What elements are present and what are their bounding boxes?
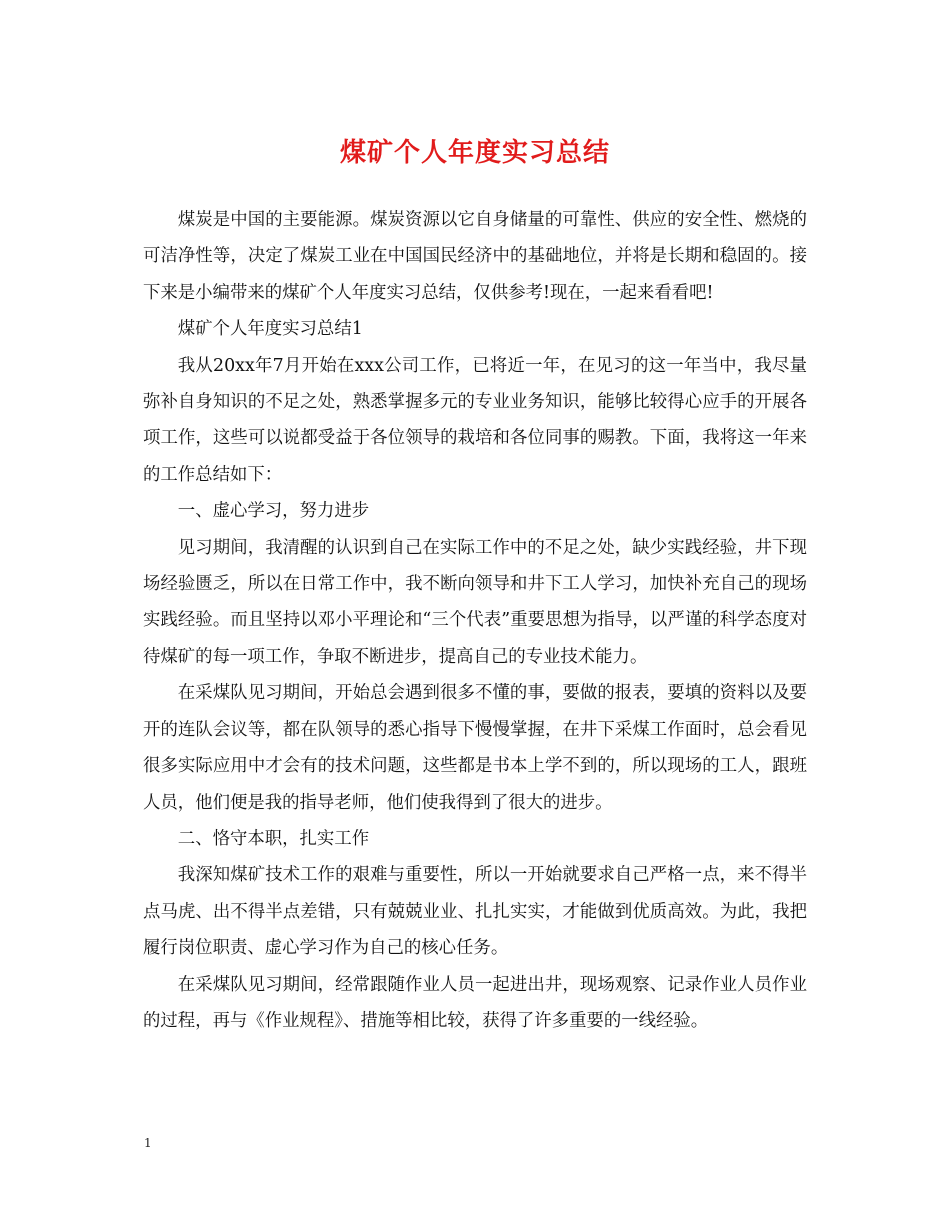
body-paragraph: 我深知煤矿技术工作的艰难与重要性，所以一开始就要求自己严格一点，来不得半点马虎、出不得半点差错，只有兢兢业业、扎扎实实，才能做到优质高效。为此，我把履行岗位职责、虚心学习作为自己的核心任务。 [143,865,807,959]
body-paragraph: 在采煤队见习期间，经常跟随作业人员一起进出井，现场观察、记录作业人员作业的过程，再与《作业规程》、措施等相比较，获得了许多重要的一线经验。 [143,974,807,1031]
intro-paragraph: 煤炭是中国的主要能源。煤炭资源以它自身储量的可靠性、供应的安全性、燃烧的可洁净性等，决定了煤炭工业在中国国民经济中的基础地位，并将是长期和稳固的。接下来是小编带来的煤矿个人年度实习总结，仅供参考!现在，一起来看看吧! [143,210,807,303]
body-paragraph: 在采煤队见习期间，开始总会遇到很多不懂的事，要做的报表，要填的资料以及要开的连队会议等，都在队领导的悉心指导下慢慢掌握，在井下采煤工作面时，总会看见很多实际应用中才会有的技术问题，这些都是书本上学不到的，所以现场的工人，跟班人员，他们便是我的指导老师，他们使我得到了很大的进步。 [143,683,807,813]
page-number: 1 [144,1136,152,1150]
document-title: 煤矿个人年度实习总结 [339,138,610,168]
subheading-1: 一、虚心学习，努力进步 [177,501,370,522]
subheading-2: 二、恪守本职，扎实工作 [177,828,370,849]
section-heading: 煤矿个人年度实习总结1 [177,319,363,340]
body-paragraph: 见习期间，我清醒的认识到自己在实际工作中的不足之处，缺少实践经验，井下现场经验匮乏，所以在日常工作中，我不断向领导和井下工人学习，加快补充自己的现场实践经验。而且坚持以邓小平理论和“三个代表”重要思想为指导，以严谨的科学态度对待煤矿的每一项工作，争取不断进步，提高自己的专业技术能力。 [143,537,807,667]
document-body [143,202,807,1039]
body-paragraph: 我从20xx年7月开始在xxx公司工作，已将近一年，在见习的这一年当中，我尽量弥补自身知识的不足之处，熟悉掌握多元的专业业务知识，能够比较得心应手的开展各项工作，这些可以说都受益于各位领导的栽培和各位同事的赐教。下面，我将这一年来的工作总结如下： [143,355,807,485]
